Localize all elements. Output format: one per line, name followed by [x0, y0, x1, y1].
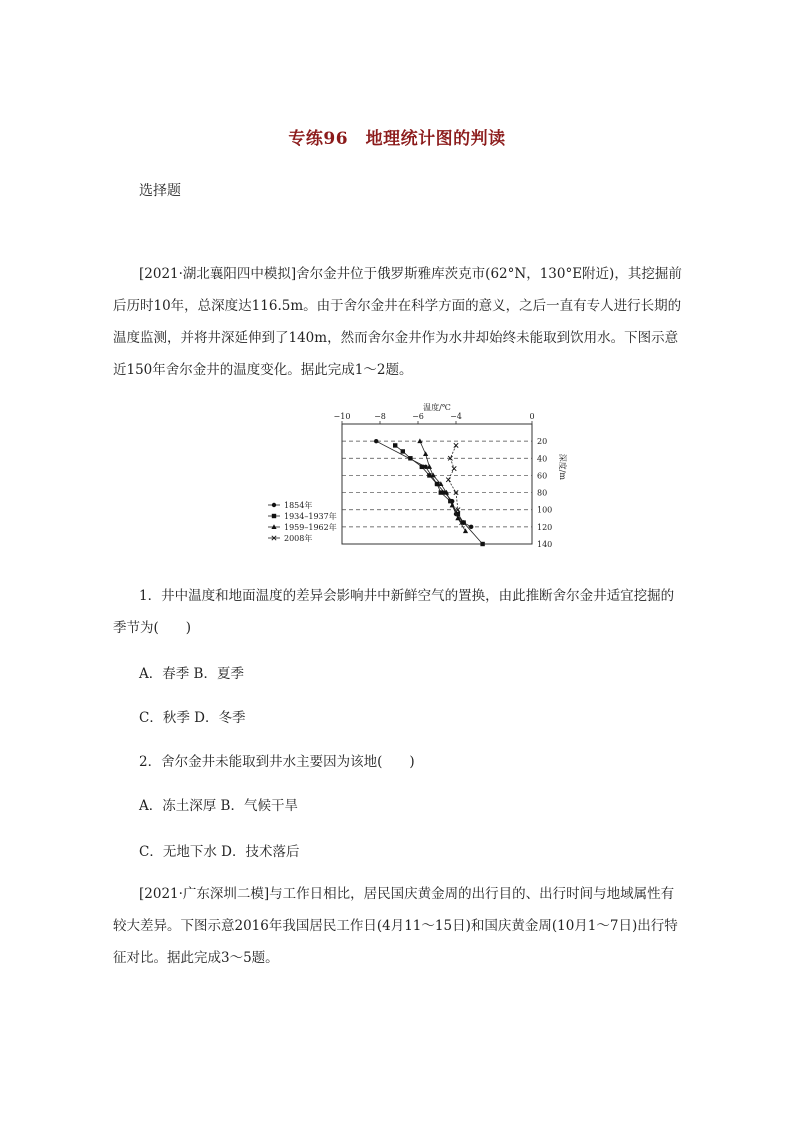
question-1-options-cd: C．秋季 D．冬季	[139, 710, 246, 726]
y-axis-label: 深度/m	[558, 453, 567, 480]
y-tick-label: 80	[537, 488, 548, 498]
y-tick-label: 60	[537, 471, 548, 481]
data-point-1-0	[393, 443, 397, 447]
data-point-2-8	[463, 528, 468, 533]
data-point-1-3	[420, 465, 424, 469]
data-point-1-2	[408, 456, 412, 460]
x-tick-label: −6	[412, 412, 424, 421]
legend-label-2: 1959–1962年	[284, 523, 337, 532]
data-point-3-0	[454, 443, 458, 447]
x-tick-label: −4	[450, 412, 462, 421]
y-tick-label: 100	[537, 505, 553, 515]
data-point-1-6	[439, 490, 443, 494]
x-tick-label: 0	[529, 412, 535, 421]
data-point-1-10	[480, 542, 484, 546]
question-2-stem: 2．舍尔金井未能取到井水主要因为该地( )	[139, 754, 415, 770]
legend-marker-0	[272, 503, 276, 507]
question-1-options-ab: A．春季 B．夏季	[139, 666, 244, 682]
data-point-2-0	[417, 438, 422, 443]
legend-marker-1	[272, 514, 276, 518]
x-axis-label: 温度/℃	[423, 403, 451, 412]
data-point-0-7	[469, 525, 473, 529]
question-2-options-cd: C．无地下水 D．技术落后	[139, 844, 300, 860]
intro-paragraph-2: [2021·广东深圳二模]与工作日相比，居民国庆黄金周的出行目的、出行时间与地域属性有较大差异。下图示意2016年我国居民工作日(4月11～15日)和国庆黄金周(10月1～7日)出行特征对比。据此完成3～5题。	[113, 886, 678, 966]
legend-label-3: 2008年	[284, 534, 313, 543]
question-1-stem: 1．井中温度和地面温度的差异会影响井中新鲜空气的置换，由此推断舍尔金井适宜挖掘的季节为( )	[113, 588, 675, 636]
well-temperature-chart	[262, 398, 567, 558]
legend-marker-2	[271, 524, 276, 529]
x-tick-label: −8	[374, 412, 386, 421]
question-2-options-ab: A．冻土深厚 B．气候干旱	[139, 798, 298, 814]
section-heading: 选择题	[139, 183, 181, 199]
legend-label-0: 1854年	[284, 501, 313, 510]
page-title: 专练96 地理统计图的判读	[288, 129, 506, 149]
y-tick-label: 140	[537, 540, 553, 549]
data-point-3-2	[452, 466, 456, 470]
data-point-3-3	[446, 478, 450, 482]
data-point-0-0	[374, 439, 378, 443]
y-tick-label: 120	[537, 522, 553, 532]
data-point-1-1	[401, 449, 405, 453]
legend-label-1: 1934–1937年	[284, 512, 337, 521]
data-point-2-6	[450, 503, 455, 508]
x-tick-label: −10	[333, 412, 351, 421]
data-point-2-1	[423, 451, 428, 456]
intro-paragraph-1: [2021·湖北襄阳四中模拟]舍尔金井位于俄罗斯雅库茨克市(62°N，130°E附近)，其挖掘前后历时10年，总深度达116.5m。由于舍尔金井在科学方面的意义，之后一直有专人进行长期的温度监测，并将井深延伸到了140m，然而舍尔金井作为水井却始终未能取到饮用水。下图示意近150年舍尔金井的温度变化。据此完成1～2题。	[113, 266, 682, 378]
y-tick-label: 40	[537, 454, 548, 464]
y-tick-label: 20	[537, 437, 548, 447]
